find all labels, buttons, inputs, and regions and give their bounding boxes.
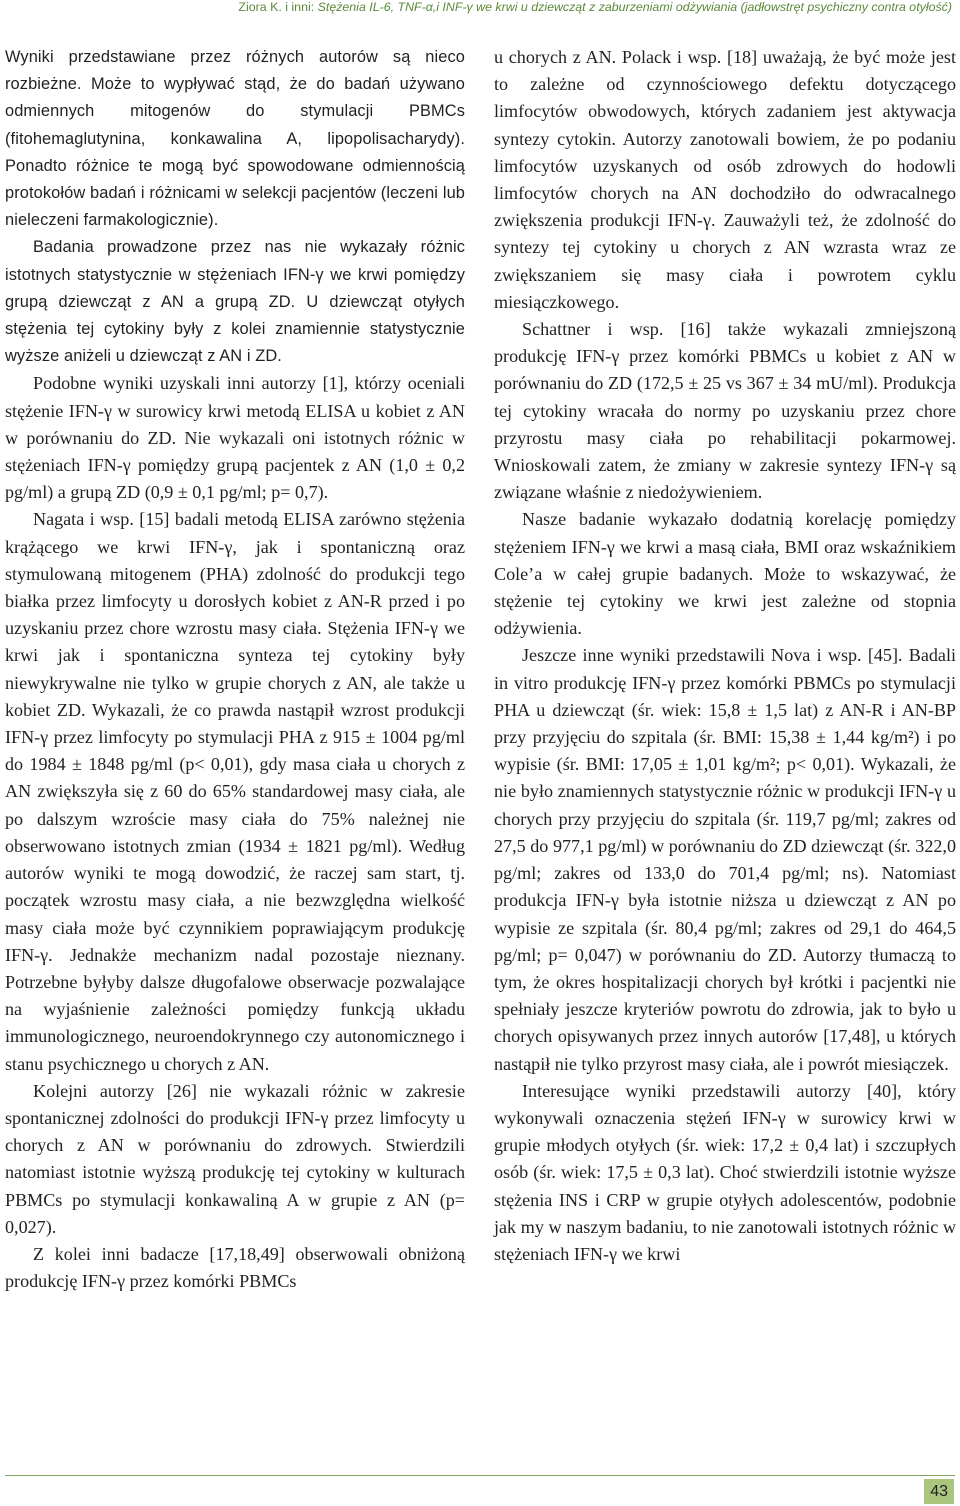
paragraph: Nagata i wsp. [15] badali metodą ELISA zarówno stężenia krążącego we krwi IFN-γ, jak i spontaniczną oraz stymulowaną mitogenem (PHA) zdolność do produkcji tego białka przez limfocyty u dorosłych kobiet z AN-R przed i po uzyskaniu przez chore wzrostu masy ciała. Stężenia IFN-γ we krwi jak i spontaniczna synteza tej cytokiny były niewykrywalne nie tylko w grupie chorych z AN, ale także u kobiet ZD. Wykazali, że co prawda nastąpił wzrost produkcji IFN-γ przez limfocyty po stymulacji PHA z 915 ± 1004 pg/ml do 1984 ± 1848 pg/ml (p< 0,01), gdy masa ciała u chorych z AN zwiększyła się z 60 do 65% standardowej masy ciała, ale po dalszym wzroście masy ciała do 75% należnej nie obserwowano istotnych zmian (1934 ± 1821 pg/ml). Według autorów wyniki te mogą dowodzić, że raczej sam start, tj. początek wzrostu masy ciała, a nie bezwzględna wielkość masy ciała może być czynnikiem poprawiającym produkcję IFN-γ. Jednakże mechanizm nadal pozostaje nieznany. Potrzebne byłyby dalsze długofalowe obserwacje pozwalające na wyjaśnienie zależności pomiędzy funkcją układu immunologicznego, neuroendokrynnego czy autonomicznego i stanu psychicznego u chorych z AN. xyxy=(5,509,465,1074)
paragraph: Kolejni autorzy [26] nie wykazali różnic w zakresie spontanicznej zdolności do produkcji IFN-γ przez limfocyty u chorych z AN w porównaniu do zdrowych. Stwierdzili natomiast istotnie wyższą produkcję tej cytokiny w kulturach PBMCs po stymulacji konkawaliną A w grupie z AN (p= 0,027). xyxy=(5,1080,465,1237)
paragraph: Podobne wyniki uzyskali inni autorzy [1], którzy oceniali stężenie IFN-γ w surowicy krwi metodą ELISA u kobiet z AN w porównaniu do ZD. Nie wykazali oni istotnych różnic w stężeniach IFN-γ pomiędzy grupą pacjentek z AN (1,0 ± 0,2 pg/ml) a grupą ZD (0,9 ± 0,1 pg/ml; p= 0,7). xyxy=(5,373,465,503)
paragraph: Wyniki przedstawiane przez różnych autorów są nieco rozbieżne. Może to wypływać stąd, że do badań używano odmiennych mitogenów do stymulacji PBMCs (fitohemaglutynina, konkawalina A, lipopolisacharydy). Ponadto różnice te mogą być spowodowane odmiennością protokołów badań i różnicami w selekcji pacjentów (leczeni lub nieleczeni farmakologicznie). xyxy=(5,48,465,230)
paragraph: Jeszcze inne wyniki przedstawili Nova i wsp. [45]. Badali in vitro produkcję IFN-γ przez komórki PBMCs po stymulacji PHA u dziewcząt (śr. wiek: 15,8 ± 1,5 lat) z AN-R i AN-BP przy przyjęciu do szpitala (śr. BMI: 15,38 ± 1,44 kg/m²) i po wypisie (śr. BMI: 17,05 ± 1,01 kg/m²; p< 0,01). Wykazali, że nie było znamiennych statystycznie różnic w produkcji IFN-γ u chorych przy przyjęciu do szpitala (śr. 119,7 pg/ml; zakres od 27,5 do 977,1 pg/ml) w porównaniu do ZD dziewcząt (śr. 322,0 pg/ml; zakres od 133,0 do 701,4 pg/ml; ns). Natomiast produkcja IFN-γ była istotnie niższa u dziewcząt z AN po wypisie ze szpitala (śr. 80,4 pg/ml; zakres od 29,1 do 464,5 pg/ml; p= 0,047) w porównaniu do ZD. Autorzy tłumaczą to tym, że okres hospitalizacji chorych był krótki i pacjentki nie spełniały jeszcze kryteriów powrotu do zdrowia, jak to było u chorych opisywanych przez innych autorów [17,48], u których nastąpił nie tylko przyrost masy ciała, ale i powrót miesiączek. xyxy=(494,645,956,1074)
running-head xyxy=(0,0,952,22)
page-number: 43 xyxy=(924,1479,954,1504)
paragraph: Z kolei inni badacze [17,18,49] obserwowali obniżoną produkcję IFN-γ przez komórki PBMCs xyxy=(5,1243,465,1292)
paragraph: Interesujące wyniki przedstawili autorzy [40], który wykonywali oznaczenia stężeń IFN-γ w surowicy krwi w grupie młodych otyłych (śr. wiek: 17,2 ± 0,4 lat) i szczupłych osób (śr. wiek: 17,5 ± 0,3 lat). Choć stwierdzili istotnie wyższe stężenia INS i CRP w grupie otyłych adolescentów, podobnie jak my w naszym badaniu, to nie zanotowali istotnych różnic w stężeniach IFN-γ we krwi xyxy=(494,1080,956,1264)
paragraph: Badania prowadzone przez nas nie wykazały różnic istotnych statystycznie w stężeniach IFN-γ we krwi pomiędzy grupą dziewcząt z AN a grupą ZD. U dziewcząt otyłych stężenia tej cytokiny były z kolei znamiennie statystycznie wyższe aniżeli u dziewcząt z AN i ZD. xyxy=(5,238,465,366)
running-head-author: Ziora K. i inni: xyxy=(238,0,315,14)
left-column xyxy=(5,44,465,1295)
running-head-title: Stężenia IL-6, TNF-α,i INF-γ we krwi u dziewcząt z zaburzeniami odżywiania (jadłowstręt psychiczny contra otyłość) xyxy=(317,0,952,14)
paragraph: Nasze badanie wykazało dodatnią korelację pomiędzy stężeniem IFN-γ we krwi a masą ciała, BMI oraz wskaźnikiem Cole’a w całej grupie badanych. Może to wskazywać, że stężenie tej cytokiny we krwi jest zależne od stopnia odżywienia. xyxy=(494,509,956,639)
paragraph: u chorych z AN. Polack i wsp. [18] uważają, że być może jest to zależne od czynnościowego defektu dotyczącego limfocytów obwodowych, których zadaniem jest aktywacja syntezy cytokin. Autorzy zanotowali bowiem, że po podaniu limfocytów uzyskanych od osób zdrowych do hodowli limfocytów chorych na AN dochodziło do odwracalnego zwiększenia produkcji IFN-γ. Zauważyli też, że zdolność do syntezy tej cytokiny u chorych z AN wzrasta wraz ze zwiększaniem się masy ciała i powrotem cyklu miesiączkowego. xyxy=(494,47,956,312)
footer-rule xyxy=(5,1475,955,1476)
right-column xyxy=(494,44,956,1268)
paragraph: Schattner i wsp. [16] także wykazali zmniejszoną produkcję IFN-γ przez komórki PBMCs u kobiet z AN w porównaniu do ZD (172,5 ± 25 vs 367 ± 34 mU/ml). Produkcja tej cytokiny wracała do normy po uzyskaniu przez chore przyrostu masy ciała po rehabilitacji pokarmowej. Wnioskowali zatem, że zmiany w zakresie syntezy IFN-γ są związane właśnie z niedożywieniem. xyxy=(494,319,956,503)
